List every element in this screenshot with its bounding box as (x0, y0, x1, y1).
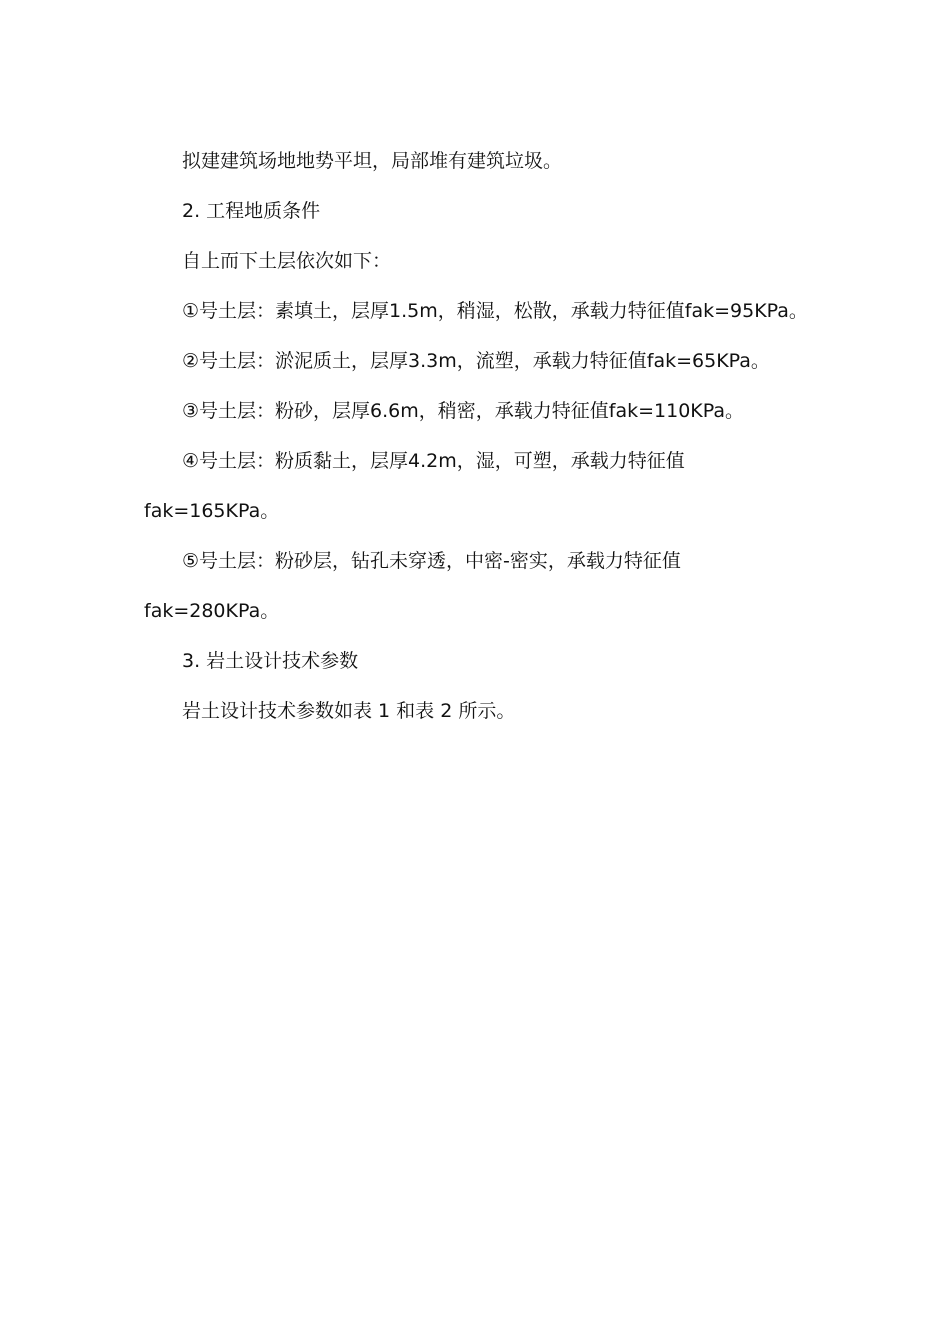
section-heading-geology: 2. 工程地质条件 (182, 200, 321, 222)
paragraph-site-terrain: 拟建建筑场地地势平坦，局部堆有建筑垃圾。 (182, 150, 563, 172)
soil-layer-4-continued: fak=165KPa。 (144, 500, 280, 522)
paragraph-layers-intro: 自上而下土层依次如下： (182, 250, 392, 272)
soil-layer-4: ④号土层：粉质黏土，层厚4.2m，湿，可塑，承载力特征值 (182, 450, 685, 472)
soil-layer-3: ③号土层：粉砂，层厚6.6m，稍密，承载力特征值fak=110KPa。 (182, 400, 744, 422)
paragraph-parameters-reference: 岩土设计技术参数如表 1 和表 2 所示。 (182, 700, 516, 722)
soil-layer-2: ②号土层：淤泥质土，层厚3.3m，流塑，承载力特征值fak=65KPa。 (182, 350, 770, 372)
soil-layer-5: ⑤号土层：粉砂层，钻孔未穿透，中密-密实，承载力特征值 (182, 550, 681, 572)
section-heading-parameters: 3. 岩土设计技术参数 (182, 650, 359, 672)
soil-layer-1: ①号土层：素填土，层厚1.5m，稍湿，松散，承载力特征值fak=95KPa。 (182, 300, 808, 322)
document-body (144, 136, 808, 736)
soil-layer-5-continued: fak=280KPa。 (144, 600, 280, 622)
